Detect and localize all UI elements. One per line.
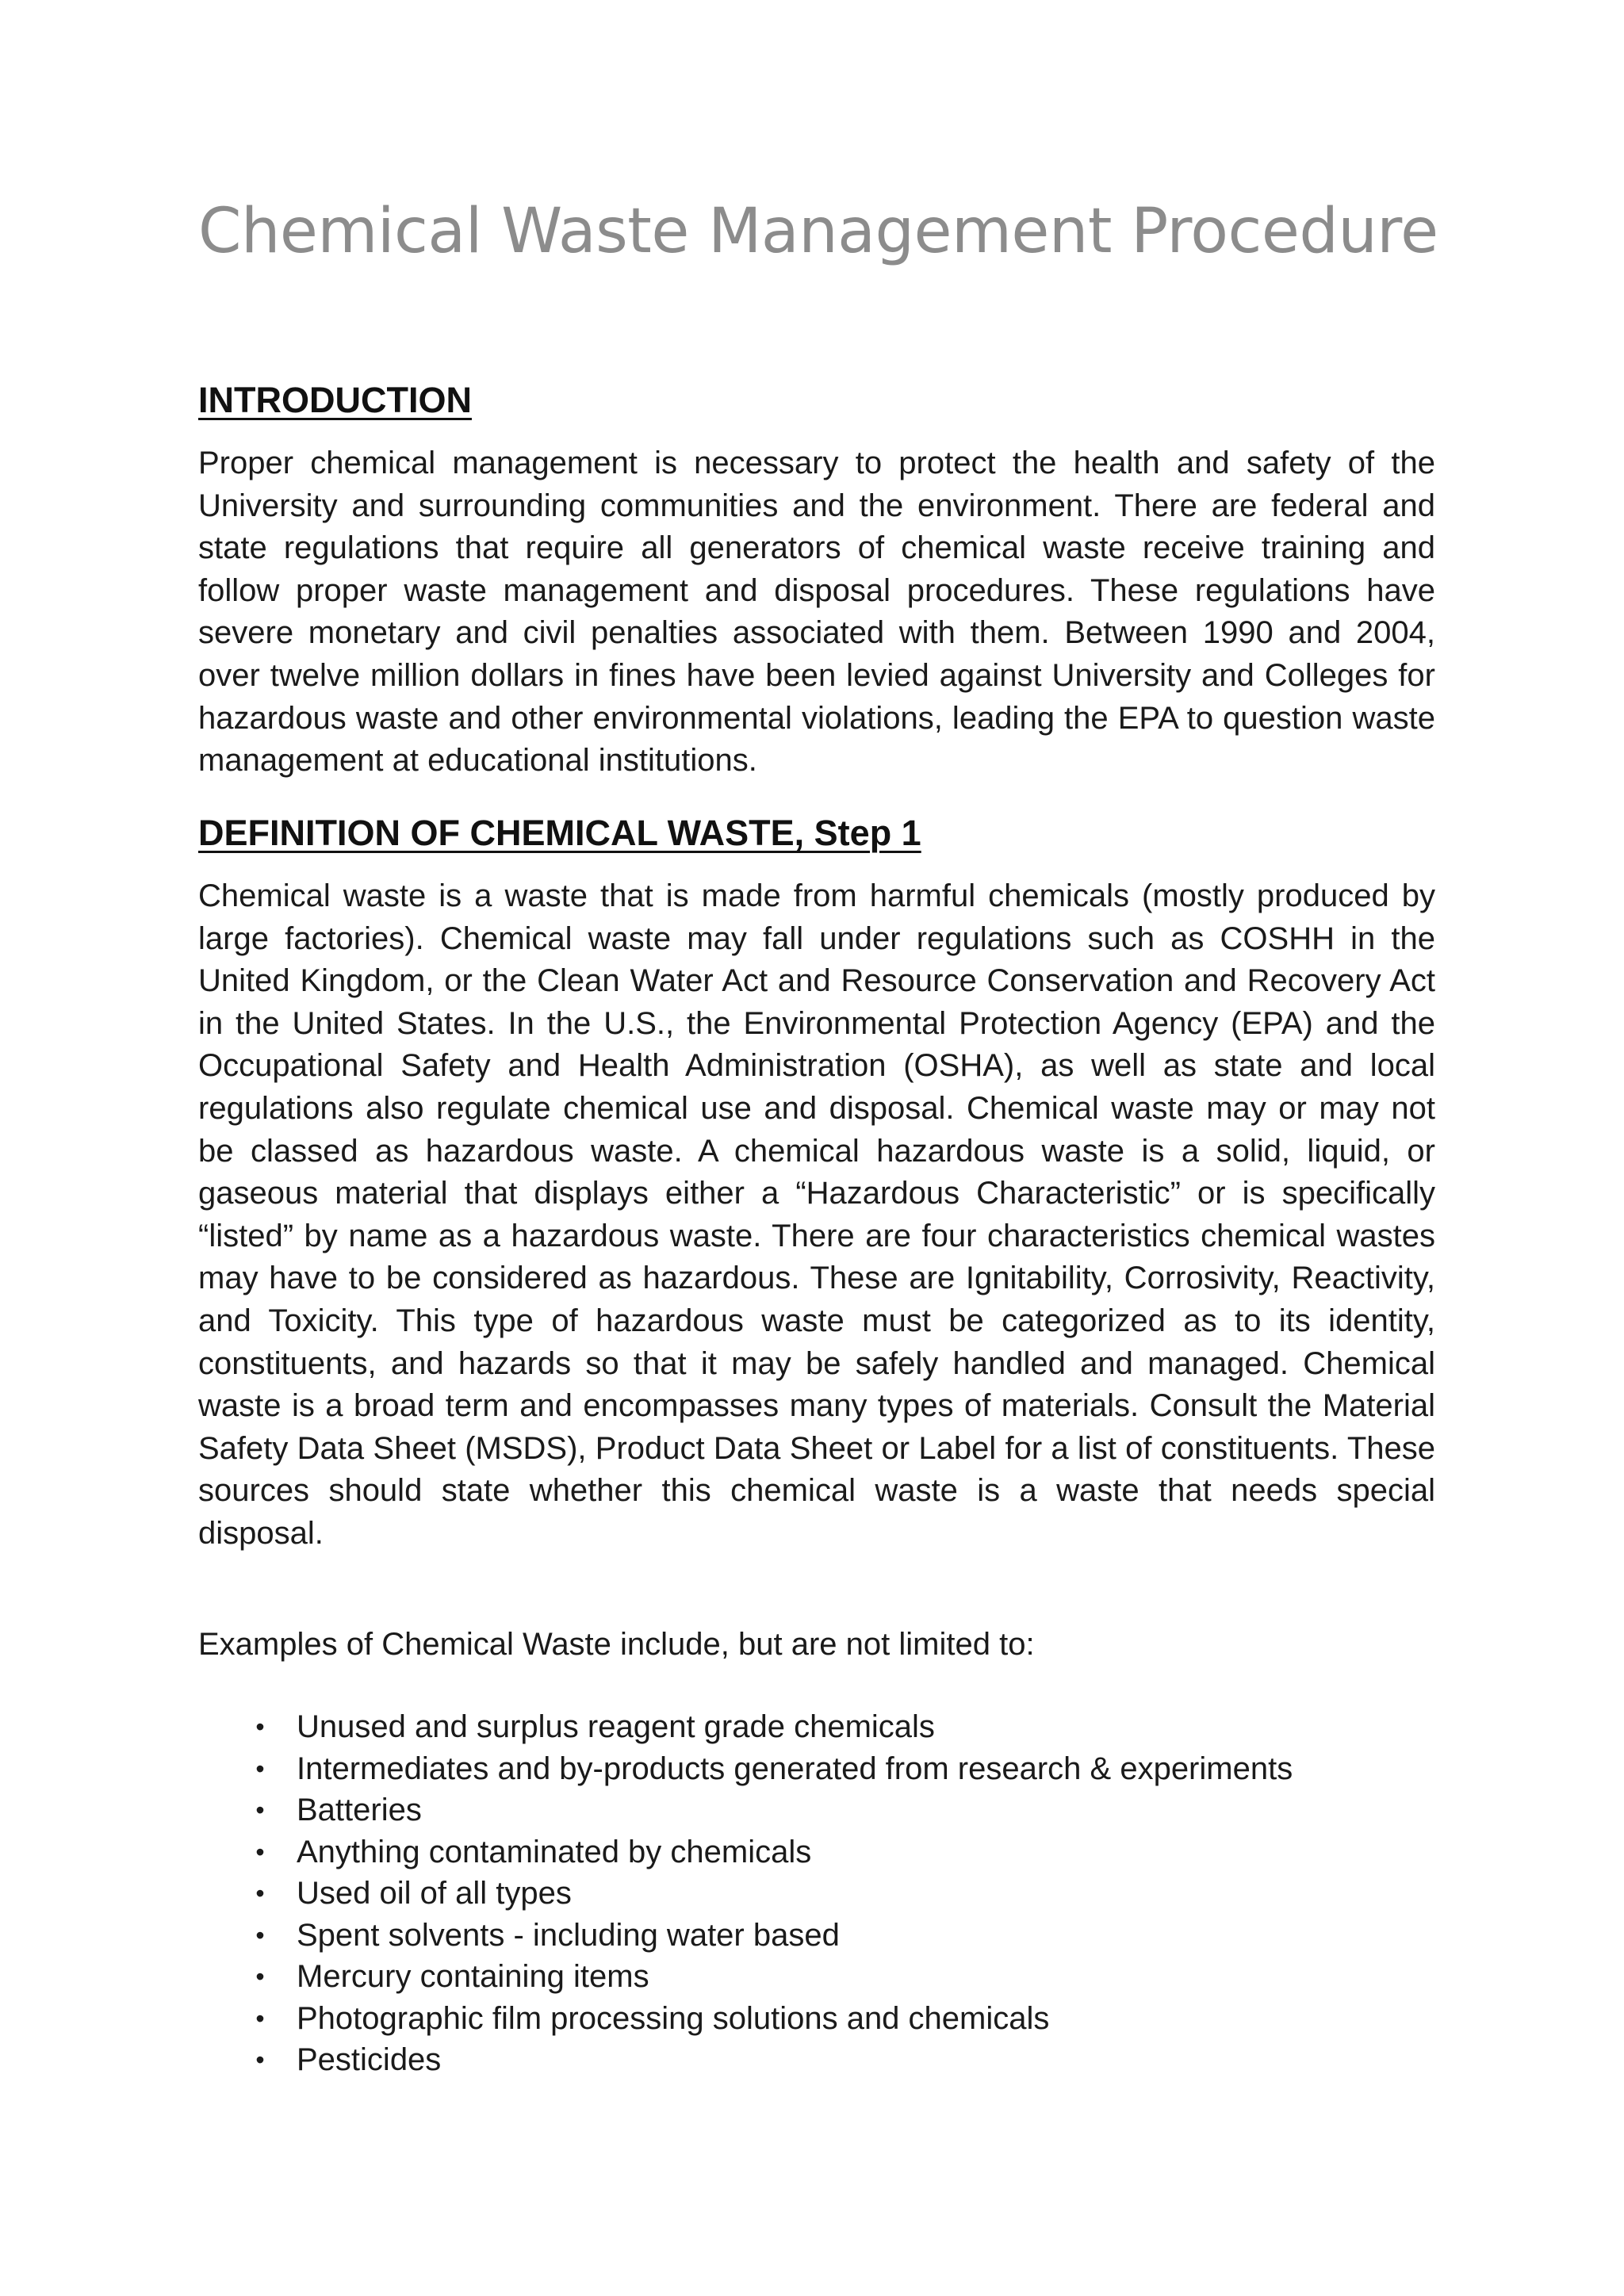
examples-section bbox=[198, 1624, 1435, 1667]
list-item-text: Anything contaminated by chemicals bbox=[297, 1834, 812, 1869]
list-item-text: Pesticides bbox=[297, 2042, 442, 2077]
bullet-icon: • bbox=[255, 2045, 265, 2074]
list-item bbox=[198, 1915, 1435, 1957]
list-item-text: Batteries bbox=[297, 1793, 422, 1827]
list-item-text: Unused and surplus reagent grade chemicals bbox=[297, 1709, 935, 1744]
bullet-icon: • bbox=[255, 1796, 265, 1824]
list-item bbox=[198, 1873, 1435, 1915]
list-item bbox=[198, 1748, 1435, 1790]
bullet-icon: • bbox=[255, 1712, 265, 1741]
list-item-text: Spent solvents - including water based bbox=[297, 1917, 840, 1953]
bullet-icon: • bbox=[255, 1920, 265, 1950]
bullet-icon: • bbox=[255, 1962, 265, 1991]
definition-paragraph: Chemical waste is a waste that is made from harmful chemicals (mostly produced by large factories). Chemical waste may fall under regulations such as COSHH in the United Kingdom, or the Clean Water Act and Resource Conservation and Recovery Act in the United States. In the U.S., the Environmental Protection Agency (EPA) and the Occupational Safety and Health Administration (OSHA), as well as state and local regulations also regulate chemical use and disposal. Chemical waste may or may not be classed as hazardous waste. A chemical hazardous waste is a solid, liquid, or gaseous material that displays either a “Hazardous Characteristic” or is specifically “listed” by name as a hazardous waste. There are four characteristics chemical wastes may have to be considered as hazardous. These are Ignitability, Corrosivity, Reactivity, and Toxicity. This type of hazardous waste must be categorized as to its identity, constituents, and hazards so that it may be safely handled and managed. Chemical waste is a broad term and encompasses many types of materials. Consult the Material Safety Data Sheet (MSDS), Product Data Sheet or Label for a list of constituents. These sources should state whether this chemical waste is a waste that needs special disposal. bbox=[198, 878, 1435, 1551]
definition-section bbox=[198, 812, 1435, 1556]
bullet-icon: • bbox=[255, 2003, 265, 2033]
list-item-text: Photographic film processing solutions and chemicals bbox=[297, 2000, 1050, 2036]
list-item-text: Intermediates and by-products generated from research & experiments bbox=[297, 1751, 1293, 1786]
introduction-paragraph: Proper chemical management is necessary to protect the health and safety of the University and surrounding communities and the environment. There are federal and state regulations that require all generators of chemical waste receive training and follow proper waste management and disposal procedures. These regulations have severe monetary and civil penalties associated with them. Between 1990 and 2004, over twelve million dollars in fines have been levied against University and Colleges for hazardous waste and other environmental violations, leading the EPA to question waste management at educational institutions. bbox=[198, 446, 1435, 779]
document-title: Chemical Waste Management Procedure bbox=[198, 196, 1438, 267]
bullet-icon: • bbox=[255, 1754, 265, 1783]
list-item bbox=[198, 2039, 1435, 2081]
bullet-icon: • bbox=[255, 1879, 265, 1908]
bullet-icon: • bbox=[255, 1837, 265, 1866]
list-item bbox=[198, 1789, 1435, 1831]
list-item-text: Mercury containing items bbox=[297, 1959, 649, 1994]
definition-heading: DEFINITION OF CHEMICAL WASTE, Step 1 bbox=[198, 813, 921, 853]
examples-intro: Examples of Chemical Waste include, but are not limited to: bbox=[198, 1627, 1035, 1662]
examples-list bbox=[198, 1706, 1435, 2081]
list-item bbox=[198, 1831, 1435, 1873]
list-item bbox=[198, 1706, 1435, 1748]
list-item-text: Used oil of all types bbox=[297, 1876, 572, 1911]
list-item bbox=[198, 1998, 1435, 2040]
introduction-section bbox=[198, 379, 1435, 783]
introduction-heading: INTRODUCTION bbox=[198, 380, 472, 420]
list-item bbox=[198, 1956, 1435, 1998]
